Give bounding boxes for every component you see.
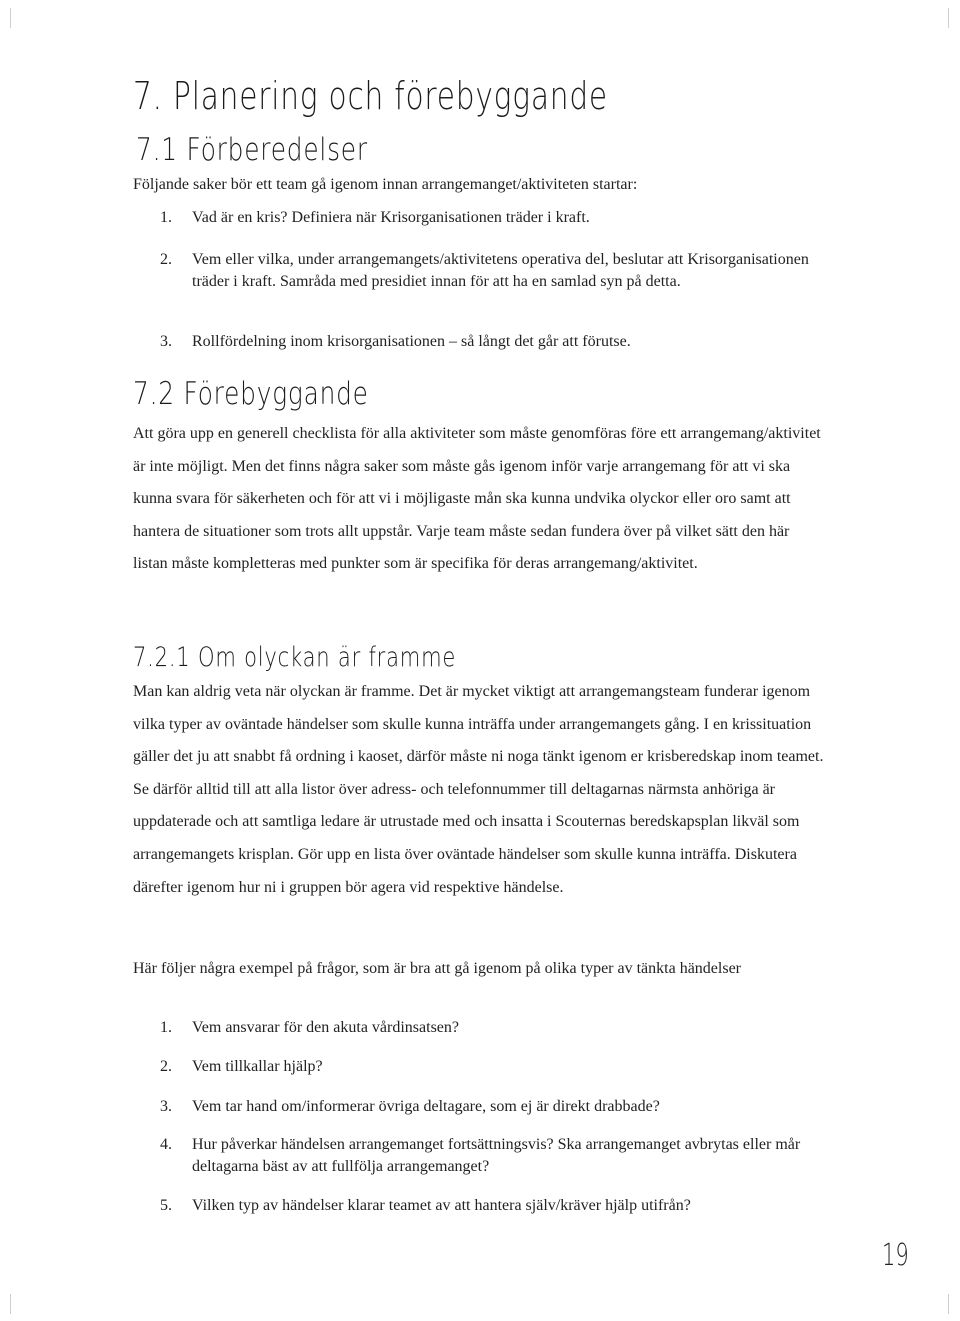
crop-mark-bottom-left bbox=[10, 1294, 11, 1314]
section-heading-7-1: 7.1 Förberedelser bbox=[136, 132, 368, 168]
section-intro: Följande saker bör ett team gå igenom innan arrangemanget/aktiviteten startar: bbox=[133, 176, 638, 193]
list-text: Hur påverkar händelsen arrangemanget fortsättningsvis? Ska arrangemanget avbrytas eller mår deltagarna bäst av att fullfölja arrangemanget? bbox=[192, 1136, 801, 1175]
crop-mark-bottom-right bbox=[948, 1294, 949, 1314]
list-number: 1. bbox=[160, 1019, 172, 1036]
list-number: 3. bbox=[160, 1098, 172, 1115]
list-text: Vad är en kris? Definiera när Krisorganisationen träder i kraft. bbox=[192, 209, 590, 226]
list-number: 1. bbox=[160, 209, 172, 226]
section-paragraph: Man kan aldrig veta när olyckan är framme. Det är mycket viktigt att arrangemangsteam funderar igenom vilka typer av oväntade händelser som skulle kunna inträffa under arrangemangets gång. I en krissituation gäller det ju att snabbt få ordning i kaoset, därför måste ni noga tänkt igenom er krisberedskap inom teamet. Se därför alltid till att alla listor över adress- och telefonnummer till deltagarnas närmsta anhöriga är uppdaterade och att samtliga ledare är utrustade med och insatta i Scouternas beredskapsplan likväl som arrangemangets krisplan. Gör upp en lista över oväntade händelser som skulle kunna inträffa. Diskutera därefter igenom hur ni i gruppen bör agera vid respektive händelse. bbox=[133, 683, 824, 896]
page-title: 7. Planering och förebyggande bbox=[133, 74, 608, 118]
list-text: Vem ansvarar för den akuta vårdinsatsen? bbox=[192, 1019, 459, 1036]
list-text: Vem eller vilka, under arrangemangets/aktivitetens operativa del, beslutar att Krisorganisationen träder i kraft. Samråda med presidiet innan för att ha en samlad syn på detta. bbox=[192, 251, 809, 290]
list-text: Rollfördelning inom krisorganisationen – så långt det går att förutse. bbox=[192, 333, 631, 350]
list-text: Vilken typ av händelser klarar teamet av att hantera själv/kräver hjälp utifrån? bbox=[192, 1197, 691, 1214]
list-number: 2. bbox=[160, 251, 172, 268]
list-text: Vem tillkallar hjälp? bbox=[192, 1058, 323, 1075]
list-number: 2. bbox=[160, 1058, 172, 1075]
list-number: 5. bbox=[160, 1197, 172, 1214]
crop-mark-top-right bbox=[948, 8, 949, 28]
list-text: Vem tar hand om/informerar övriga deltagare, som ej är direkt drabbade? bbox=[192, 1098, 660, 1115]
page-number: 19 bbox=[882, 1238, 909, 1273]
list-number: 4. bbox=[160, 1136, 172, 1153]
section-heading-7-2-1: 7.2.1 Om olyckan är framme bbox=[133, 642, 457, 673]
section-paragraph: Att göra upp en generell checklista för alla aktiviteter som måste genomföras före ett arrangemang/aktivitet är inte möjligt. Men det finns några saker som måste gås igenom inför varje arrangemang för att vi ska kunna svara för säkerheten och för att vi i möjligaste mån ska kunna undvika olyckor eller oro samt att hantera de situationer som trots allt uppstår. Varje team måste sedan fundera över på vilket sätt den här listan måste kompletteras med punkter som är specifika för deras arrangemang/aktivitet. bbox=[133, 425, 821, 573]
list-number: 3. bbox=[160, 333, 172, 350]
crop-mark-top-left bbox=[10, 8, 11, 28]
examples-intro: Här följer några exempel på frågor, som är bra att gå igenom på olika typer av tänkta händelser bbox=[133, 960, 741, 977]
section-heading-7-2: 7.2 Förebyggande bbox=[133, 376, 369, 412]
